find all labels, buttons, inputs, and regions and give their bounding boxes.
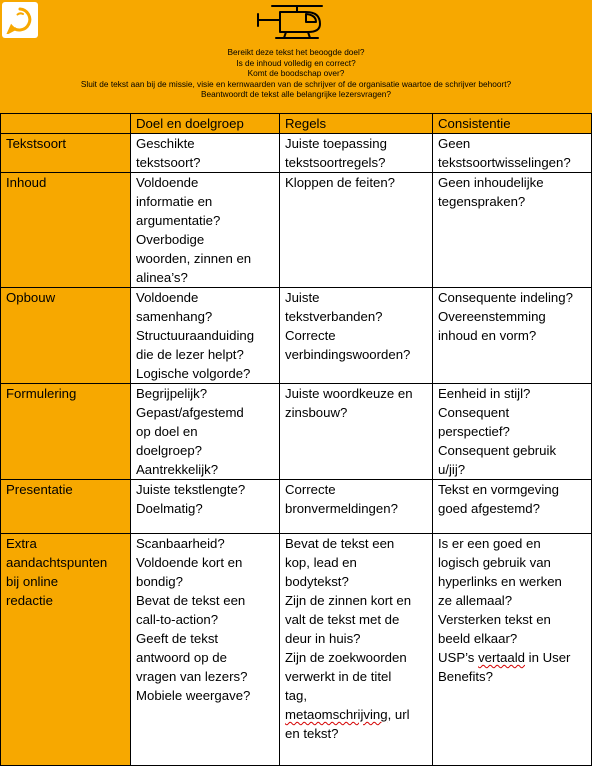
cell-line: aandachtspunten bbox=[6, 555, 108, 570]
cell-line: Tekstsoort bbox=[6, 136, 67, 151]
cell-line: tegenspraken? bbox=[438, 194, 526, 209]
cell-consistentie bbox=[433, 480, 592, 534]
cell-line: Juiste bbox=[285, 290, 320, 305]
cell-line: Consequent bbox=[438, 405, 510, 420]
cell-line: Overeenstemming bbox=[438, 309, 546, 324]
cell-line: Voldoende bbox=[136, 175, 199, 190]
page-header bbox=[0, 0, 592, 113]
cell-line: Logische volgorde? bbox=[136, 366, 251, 381]
cell-line: Mobiele weergave? bbox=[136, 688, 251, 703]
cell-consistentie bbox=[433, 134, 592, 173]
cell-line: argumentatie? bbox=[136, 213, 221, 228]
cell-line: op doel en bbox=[136, 424, 198, 439]
table-row bbox=[1, 384, 592, 480]
cell-line: alinea’s? bbox=[136, 270, 188, 285]
cell-consistentie bbox=[433, 534, 592, 766]
cell-line: vragen van lezers? bbox=[136, 669, 248, 684]
cell-line: Geen bbox=[438, 136, 471, 151]
cell-consistentie bbox=[433, 384, 592, 480]
cell-regels bbox=[280, 480, 433, 534]
cell-line: Eenheid in stijl? bbox=[438, 386, 531, 401]
cell-line: Juiste woordkeuze en bbox=[285, 386, 413, 401]
cell-line: verbindingswoorden? bbox=[285, 347, 411, 362]
cell-line: Begrijpelijk? bbox=[136, 386, 208, 401]
cell-line: tag, bbox=[285, 688, 307, 703]
cell-line: metaomschrijving, url bbox=[285, 707, 410, 722]
cell-regels bbox=[280, 384, 433, 480]
cell-line: Kloppen de feiten? bbox=[285, 175, 395, 190]
cell-line: beeld elkaar? bbox=[438, 631, 518, 646]
cell-line: USP’s vertaald in User bbox=[438, 650, 571, 665]
column-header-consistentie: Consistentie bbox=[433, 114, 592, 134]
row-label bbox=[1, 534, 131, 766]
cell-line: Benefits? bbox=[438, 669, 493, 684]
question-line: Bereikt deze tekst het beoogde doel? bbox=[227, 47, 365, 57]
cell-line: kop, lead en bbox=[285, 555, 357, 570]
cell-doel bbox=[131, 173, 280, 288]
cell-line: Correcte bbox=[285, 482, 336, 497]
cell-line: Juiste tekstlengte? bbox=[136, 482, 246, 497]
cell-consistentie bbox=[433, 288, 592, 384]
row-label bbox=[1, 173, 131, 288]
cell-line: Bevat de tekst een bbox=[136, 593, 246, 608]
cell-doel bbox=[131, 288, 280, 384]
cell-line: Tekst en vormgeving bbox=[438, 482, 559, 497]
helicopter-icon bbox=[250, 2, 340, 44]
cell-line: logisch gebruik van bbox=[438, 555, 551, 570]
cell-line: Gepast/afgestemd bbox=[136, 405, 244, 420]
cell-line: call-to-action? bbox=[136, 612, 219, 627]
cell-line: informatie en bbox=[136, 194, 213, 209]
cell-line: Inhoud bbox=[6, 175, 47, 190]
cell-regels bbox=[280, 134, 433, 173]
cell-line: bodytekst? bbox=[285, 574, 349, 589]
question-line: Is de inhoud volledig en correct? bbox=[236, 57, 356, 68]
cell-regels bbox=[280, 288, 433, 384]
speech-bubble-icon bbox=[6, 6, 34, 34]
cell-line: redactie bbox=[6, 593, 53, 608]
cell-line: Formulering bbox=[6, 386, 77, 401]
table-row bbox=[1, 134, 592, 173]
cell-line: Geschikte bbox=[136, 136, 195, 151]
cell-doel bbox=[131, 134, 280, 173]
cell-line: samenhang? bbox=[136, 309, 213, 324]
cell-line: Aantrekkelijk? bbox=[136, 462, 219, 477]
cell-line: Zijn de zinnen kort en bbox=[285, 593, 412, 608]
row-label bbox=[1, 134, 131, 173]
cell-line: tekstsoortwisselingen? bbox=[438, 155, 571, 170]
cell-line: bondig? bbox=[136, 574, 183, 589]
cell-line: ze allemaal? bbox=[438, 593, 513, 608]
cell-line: Geen inhoudelijke bbox=[438, 175, 544, 190]
cell-line: hyperlinks en werken bbox=[438, 574, 562, 589]
cell-line: bronvermeldingen? bbox=[285, 501, 398, 516]
cell-line: Opbouw bbox=[6, 290, 56, 305]
review-table bbox=[0, 113, 592, 766]
cell-line: bij online bbox=[6, 574, 59, 589]
cell-line: Extra bbox=[6, 536, 37, 551]
row-label bbox=[1, 384, 131, 480]
cell-regels bbox=[280, 534, 433, 766]
table-row bbox=[1, 534, 592, 766]
row-label bbox=[1, 480, 131, 534]
cell-line: Doelmatig? bbox=[136, 501, 203, 516]
cell-line: goed afgestemd? bbox=[438, 501, 540, 516]
table-row bbox=[1, 480, 592, 534]
cell-line: u/jij? bbox=[438, 462, 466, 477]
cell-line: Juiste toepassing bbox=[285, 136, 387, 151]
cell-line: Consequent gebruik bbox=[438, 443, 557, 458]
column-header-regels: Regels bbox=[280, 114, 433, 134]
question-line: Beantwoordt de tekst alle belangrijke lezersvragen? bbox=[200, 89, 392, 100]
review-questions bbox=[0, 47, 592, 100]
cell-doel bbox=[131, 480, 280, 534]
cell-line: Zijn de zoekwoorden bbox=[285, 650, 407, 665]
cell-line: valt de tekst met de bbox=[285, 612, 400, 627]
column-header-empty bbox=[1, 114, 131, 134]
row-label bbox=[1, 288, 131, 384]
cell-line: Voldoende kort en bbox=[136, 555, 243, 570]
cell-line: Versterken tekst en bbox=[438, 612, 551, 627]
question-line: Komt de boodschap over? bbox=[247, 68, 345, 79]
cell-line: tekstsoortregels? bbox=[285, 155, 386, 170]
cell-line: deur in huis? bbox=[285, 631, 361, 646]
cell-line: Consequente indeling? bbox=[438, 290, 573, 305]
cell-line: die de lezer helpt? bbox=[136, 347, 244, 362]
cell-line: tekstsoort? bbox=[136, 155, 201, 170]
cell-line: en tekst? bbox=[285, 726, 339, 741]
question-line: Sluit de tekst aan bij de missie, visie en kernwaarden van de schrijver of de organisatie waartoe de schrijver behoort? bbox=[80, 78, 512, 89]
cell-line: antwoord op de bbox=[136, 650, 227, 665]
table-row bbox=[1, 288, 592, 384]
header-row bbox=[1, 114, 592, 134]
cell-doel bbox=[131, 384, 280, 480]
column-header-doel: Doel en doelgroep bbox=[131, 114, 280, 134]
cell-line: Geeft de tekst bbox=[136, 631, 219, 646]
cell-regels bbox=[280, 173, 433, 288]
cell-line: woorden, zinnen en bbox=[136, 251, 252, 266]
cell-line: Presentatie bbox=[6, 482, 73, 497]
cell-line: Is er een goed en bbox=[438, 536, 541, 551]
cell-line: tekstverbanden? bbox=[285, 309, 383, 324]
logo bbox=[2, 2, 38, 38]
cell-line: Scanbaarheid? bbox=[136, 536, 225, 551]
cell-consistentie bbox=[433, 173, 592, 288]
cell-line: Voldoende bbox=[136, 290, 199, 305]
cell-line: zinsbouw? bbox=[285, 405, 348, 420]
cell-line: verwerkt in de titel bbox=[285, 669, 392, 684]
cell-line: Bevat de tekst een bbox=[285, 536, 395, 551]
cell-line: perspectief? bbox=[438, 424, 510, 439]
cell-line: doelgroep? bbox=[136, 443, 202, 458]
cell-line: Correcte bbox=[285, 328, 336, 343]
cell-line: Overbodige bbox=[136, 232, 205, 247]
cell-line: inhoud en vorm? bbox=[438, 328, 537, 343]
cell-doel bbox=[131, 534, 280, 766]
cell-line: Structuuraanduiding bbox=[136, 328, 255, 343]
table-row bbox=[1, 173, 592, 288]
